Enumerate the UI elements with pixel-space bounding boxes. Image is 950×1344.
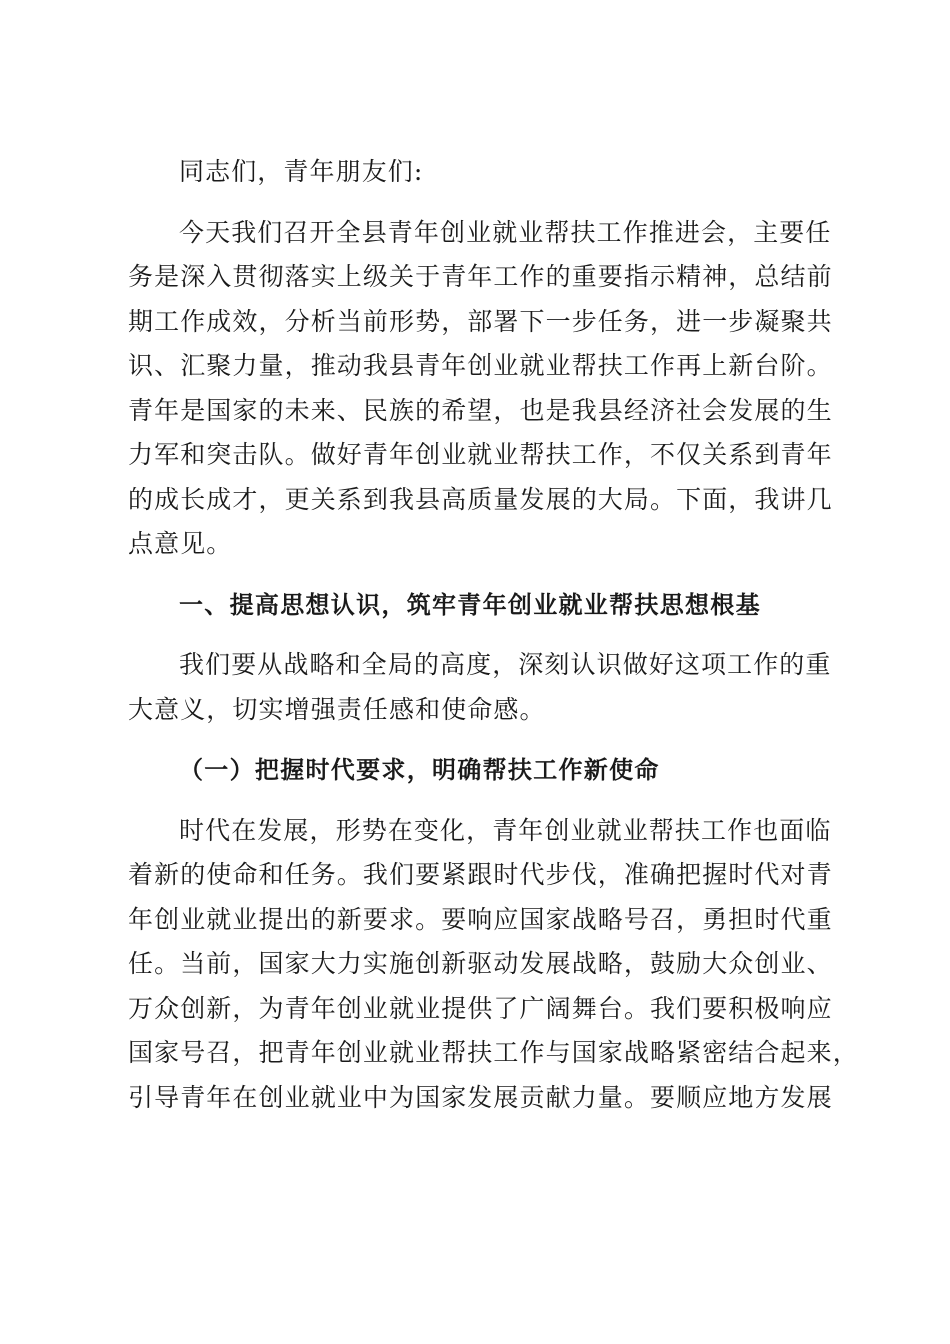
paragraph-line: 大意义，切实增强责任感和使命感。 [128, 694, 546, 724]
paragraph-line: 点意见。 [128, 529, 233, 558]
paragraph-line: 的成长成才，更关系到我县高质量发展的大局。下面，我讲几 [128, 484, 833, 514]
paragraph-line: 力军和突击队。做好青年创业就业帮扶工作，不仅关系到青年 [128, 440, 833, 469]
subsection-heading-text: （一）把握时代要求，明确帮扶工作新使命 [179, 756, 660, 784]
section-heading [128, 583, 838, 628]
paragraph-line: 今天我们召开全县青年创业就业帮扶工作推进会，主要任 [179, 217, 832, 247]
paragraph-line: 时代在发展，形势在变化，青年创业就业帮扶工作也面临 [179, 815, 832, 845]
section-paragraph [128, 643, 838, 732]
paragraph-line: 我们要从战略和全局的高度，深刻认识做好这项工作的重 [179, 650, 832, 679]
document-body [128, 150, 859, 1136]
intro-paragraph [128, 211, 838, 567]
paragraph-line: 期工作成效，分析当前形势，部署下一步任务，进一步凝聚共 [128, 306, 833, 336]
paragraph-line: 务是深入贯彻落实上级关于青年工作的重要指示精神，总结前 [128, 262, 833, 291]
paragraph-line: 任。当前，国家大力实施创新驱动发展战略，鼓励大众创业、 [128, 949, 833, 978]
paragraph-line: 国家号召，把青年创业就业帮扶工作与国家战略紧密结合起来， [128, 1038, 859, 1067]
subsection-heading [128, 748, 838, 793]
greeting [128, 150, 838, 195]
paragraph-line: 识、汇聚力量，推动我县青年创业就业帮扶工作再上新台阶。 [128, 351, 833, 380]
paragraph-line: 万众创新，为青年创业就业提供了广阔舞台。我们要积极响应 [128, 993, 833, 1023]
paragraph-line: 青年是国家的未来、民族的希望，也是我县经济社会发展的生 [128, 395, 833, 425]
paragraph-line: 年创业就业提出的新要求。要响应国家战略号召，勇担时代重 [128, 904, 833, 934]
greeting-line: 同志们，青年朋友们: [179, 157, 424, 186]
paragraph-line: 引导青年在创业就业中为国家发展贡献力量。要顺应地方发展 [128, 1082, 833, 1112]
section-heading-text: 一、提高思想认识，筑牢青年创业就业帮扶思想根基 [179, 590, 761, 619]
paragraph-line: 着新的使命和任务。我们要紧跟时代步伐，准确把握时代对青 [128, 860, 833, 889]
subsection-paragraph [128, 809, 859, 1121]
